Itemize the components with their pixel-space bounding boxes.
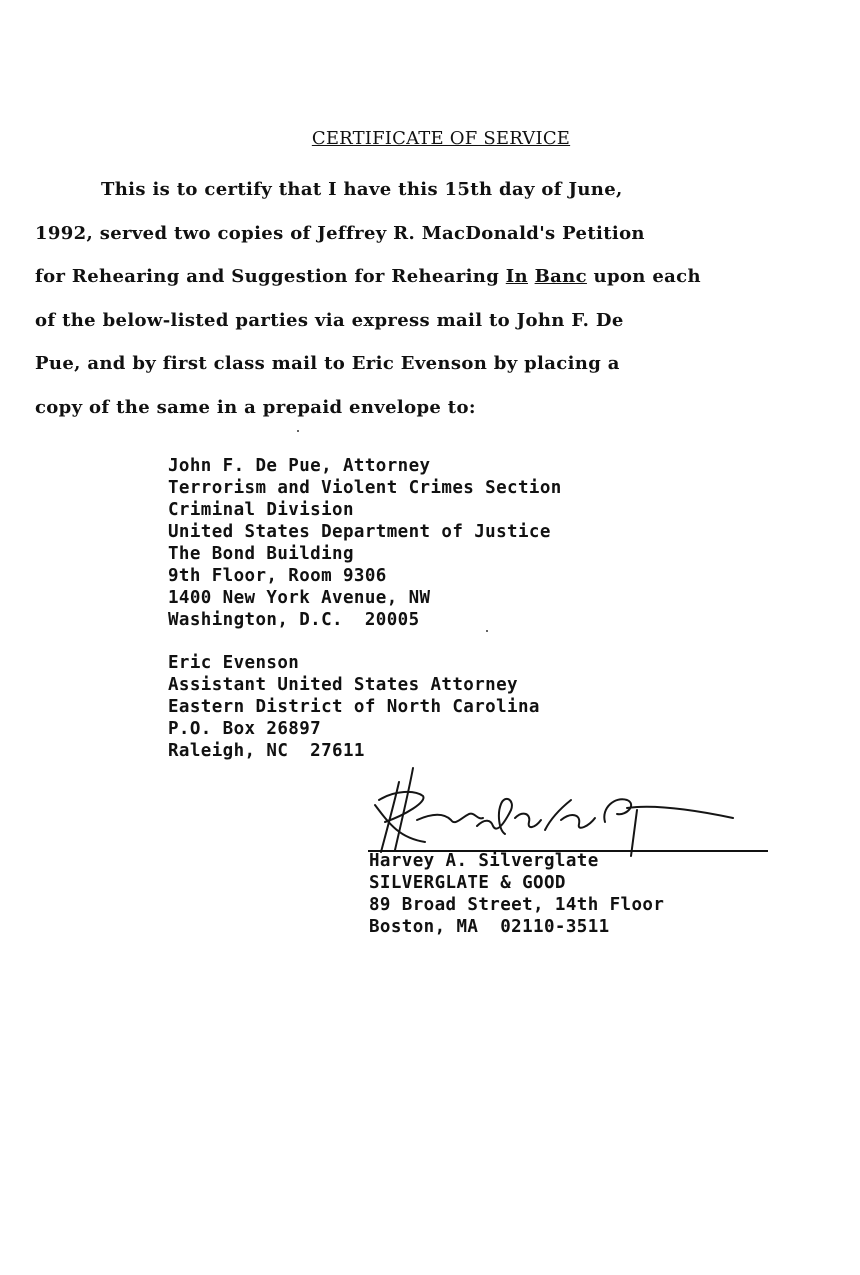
signer-firm: SILVERGLATE & GOOD <box>369 873 566 893</box>
in-word: In <box>505 266 528 287</box>
paragraph-line-5: Pue, and by first class mail to Eric Evenson by placing a <box>35 353 620 374</box>
address-line: Raleigh, NC 27611 <box>168 741 365 761</box>
recipient-address-depue <box>168 455 562 631</box>
certification-paragraph <box>35 168 845 429</box>
address-line: P.O. Box 26897 <box>168 719 322 739</box>
address-line: The Bond Building <box>168 544 354 564</box>
signer-street: 89 Broad Street, 14th Floor <box>369 895 665 915</box>
signer-city: Boston, MA 02110-3511 <box>369 917 610 937</box>
address-line: Washington, D.C. 20005 <box>168 610 420 630</box>
address-line: Criminal Division <box>168 500 354 520</box>
address-line: Terrorism and Violent Crimes Section <box>168 478 562 498</box>
recipient-address-evenson <box>168 652 540 762</box>
address-line: John F. De Pue, Attorney <box>168 456 431 476</box>
paragraph-line-4: of the below-listed parties via express mail to John F. De <box>35 309 624 331</box>
paragraph-line-3-end: upon each <box>586 266 701 287</box>
paragraph-line-3-start: for Rehearing and Suggestion for Rehearing <box>35 266 506 287</box>
handwritten-signature <box>365 760 765 860</box>
scan-speck <box>297 430 299 432</box>
paragraph-line-1: This is to certify that I have this 15th day of June, <box>101 179 623 200</box>
address-line: Eastern District of North Carolina <box>168 697 540 717</box>
document-title: CERTIFICATE OF SERVICE <box>311 128 571 149</box>
paragraph-line-6: copy of the same in a prepaid envelope to: <box>35 396 476 418</box>
address-line: Assistant United States Attorney <box>168 675 518 695</box>
paragraph-line-3 <box>35 255 845 299</box>
signer-name: Harvey A. Silverglate <box>369 851 599 871</box>
signer-block <box>369 850 664 938</box>
scan-speck <box>486 630 488 632</box>
line-3-space <box>528 266 535 287</box>
address-line: 9th Floor, Room 9306 <box>168 566 387 586</box>
paragraph-line-2: 1992, served two copies of Jeffrey R. MacDonald's Petition <box>35 222 645 244</box>
address-line: Eric Evenson <box>168 653 300 673</box>
address-line: 1400 New York Avenue, NW <box>168 588 431 608</box>
banc-word: Banc <box>534 266 587 287</box>
address-line: United States Department of Justice <box>168 522 551 542</box>
